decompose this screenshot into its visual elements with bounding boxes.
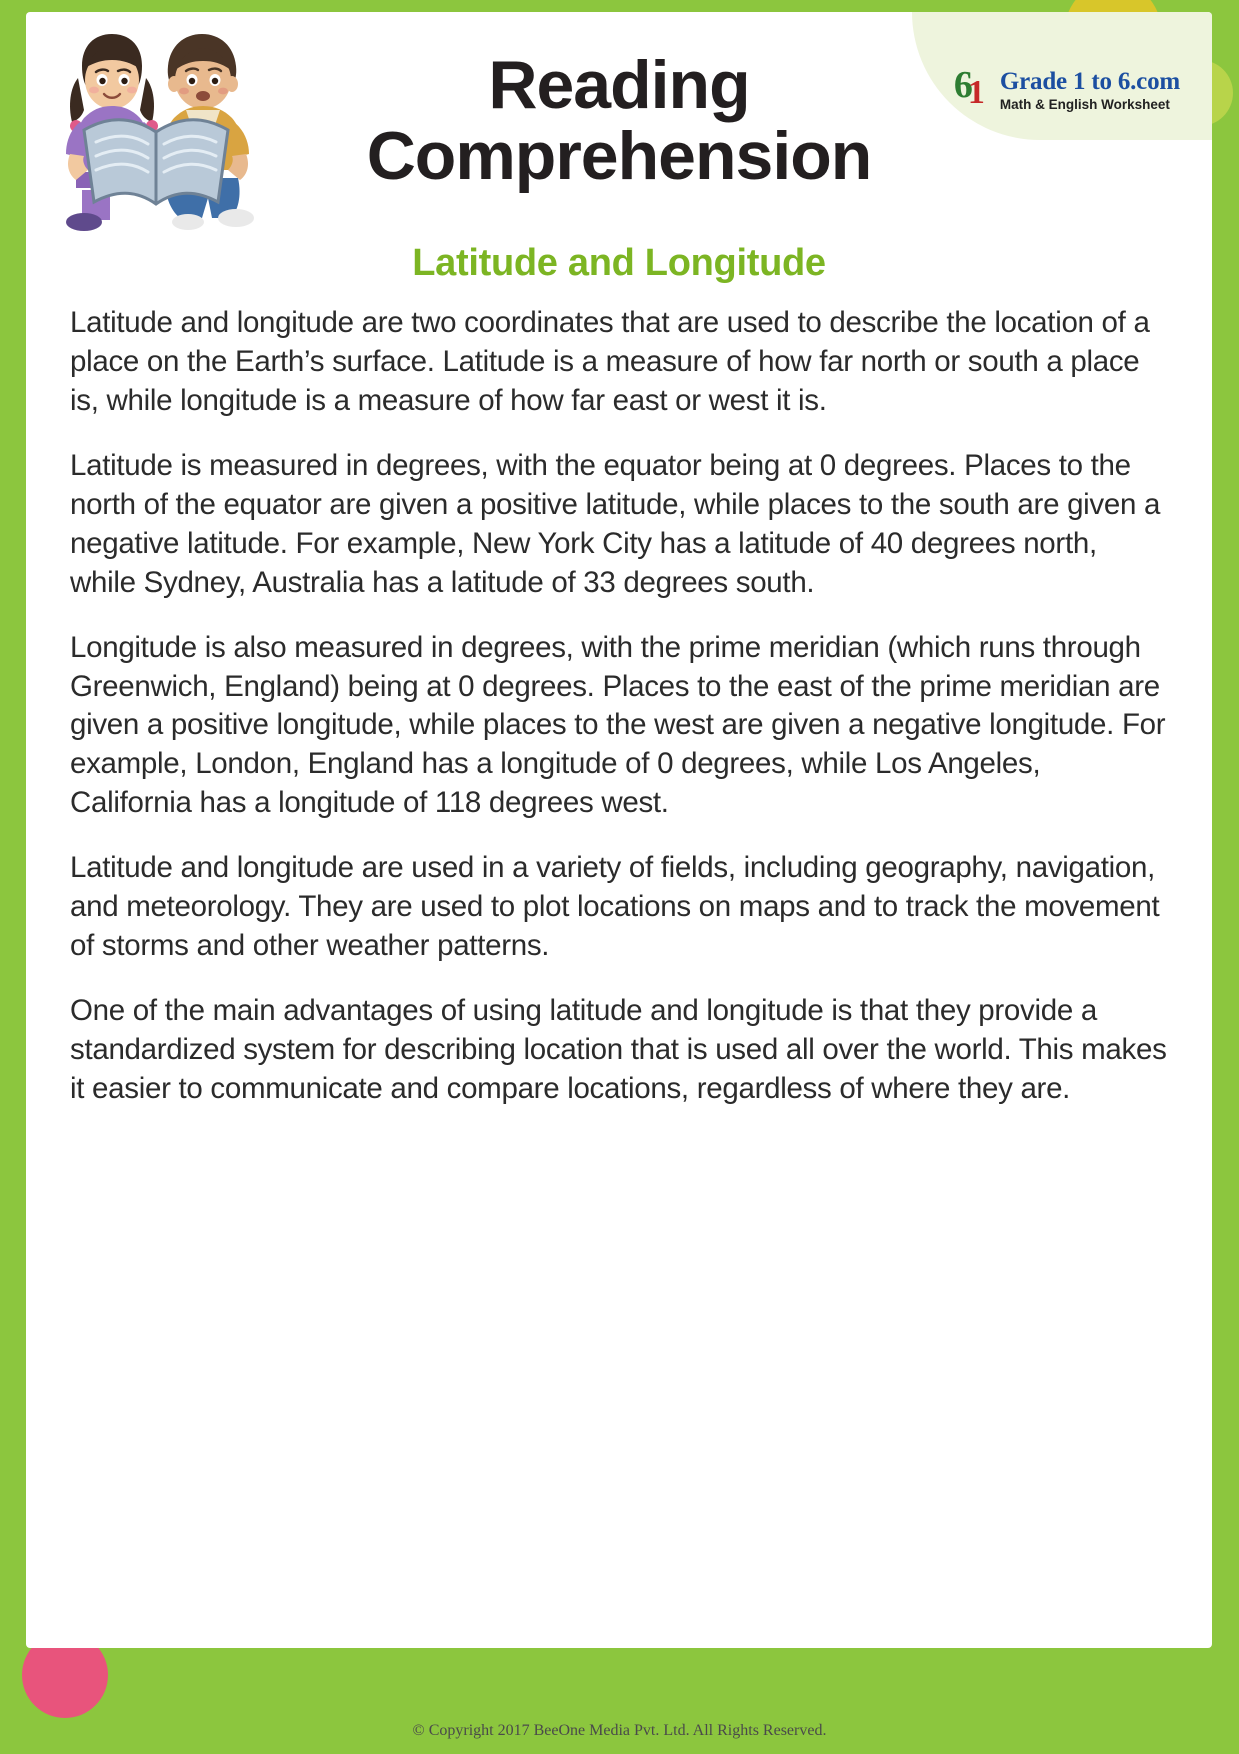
worksheet-sheet — [26, 12, 1212, 1648]
logo-subtitle: Math & English Worksheet — [999, 96, 1170, 112]
passage-paragraph: Longitude is also measured in degrees, with the prime meridian (which runs through Greenwich, England) being at 0 degrees. Places to the east of the prime meridian are given a positive longitude, while places to the west are given a negative longitude. For example, London, England has a longitude of 0 degrees, while Los Angeles, California has a longitude of 118 degrees west. — [70, 630, 1166, 820]
page-title-line-2: Comprehension — [366, 117, 872, 194]
page-title — [26, 47, 1212, 194]
page-title-line-1: Reading — [488, 47, 750, 123]
copyright-footer: © Copyright 2017 BeeOne Media Pvt. Ltd. All Rights Reserved. — [412, 1722, 827, 1739]
reading-passage — [70, 304, 1168, 1135]
passage-paragraph: Latitude and longitude are two coordinates that are used to describe the location of a place on the Earth’s surface. Latitude is a measure of how far north or south a place is, while longitude is a measure of how far east or west it is. — [70, 306, 1150, 417]
passage-paragraph: One of the main advantages of using latitude and longitude is that they provide a standardized system for describing location that is used all over the world. This makes it easier to communicate and compare locations, regardless of where they are. — [70, 994, 1167, 1105]
passage-paragraph: Latitude and longitude are used in a variety of fields, including geography, navigation, and meteorology. They are used to plot locations on maps and to track the movement of storms and other weather patterns. — [70, 851, 1160, 963]
logo-title: Grade 1 to 6.com — [999, 68, 1180, 96]
passage-paragraph: Latitude is measured in degrees, with the equator being at 0 degrees. Places to the north of the equator are given a positive latitude, while places to the south are given a negative latitude. For example, New York City has a latitude of 40 degrees north, while Sydney, Australia has a latitude of 33 degrees south. — [70, 448, 1161, 599]
logo-mark-one: 1 — [967, 74, 985, 111]
worksheet-subtitle: Latitude and Longitude — [412, 242, 826, 284]
logo-mark-six: 6 — [953, 64, 973, 106]
